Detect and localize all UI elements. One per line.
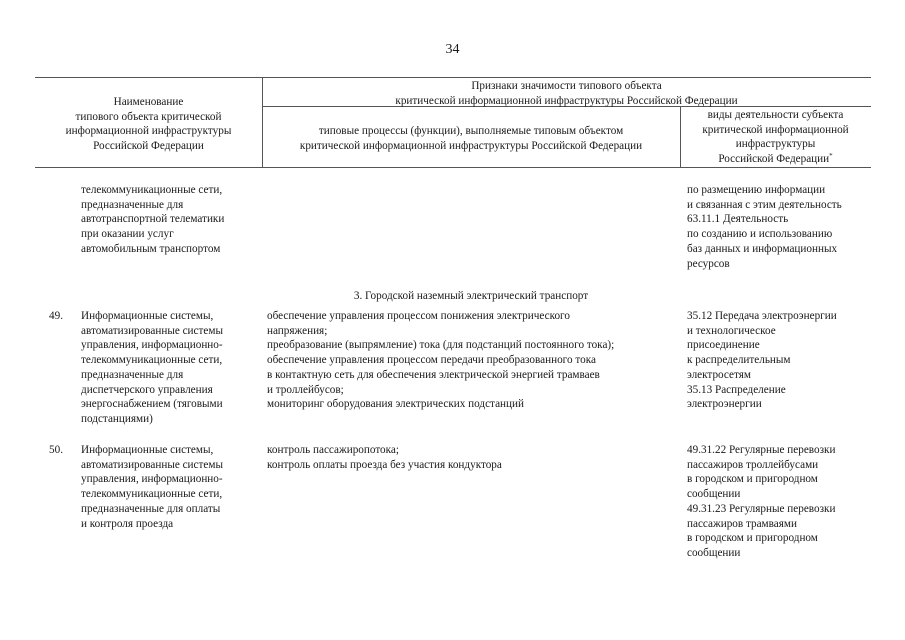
header-top-rule — [35, 77, 871, 78]
row-activities: 49.31.22 Регулярные перевозки пассажиров троллейбусами в городском и пригородном сообщении 49.31.23 Регулярные перевозки пассажиров трамваями в городском и пригородном сообщении — [687, 444, 836, 559]
header-processes-column: типовые процессы (функции), выполняемые типовым объектом критической информационной инфраструктуры Российской Федерации — [299, 125, 643, 152]
footnote-mark: * — [829, 152, 833, 161]
header-name-column: Наименование типового объекта критической информационной инфраструктуры Российской Федерации — [65, 96, 232, 153]
page-number: 34 — [445, 42, 460, 57]
row-name: Информационные системы, автоматизированные системы управления, информационно- телекоммуникационные сети, предназначенные для диспетчерского управления энергоснабжением (тяговыми подстанциями) — [81, 310, 223, 425]
row-name: Информационные системы, автоматизированные системы управления, информационно- телекоммуникационные сети, предназначенные для оплаты и контроля проезда — [81, 444, 223, 530]
row-activities: 35.12 Передача электроэнергии и технологическое присоединение к распределительным электросетям 35.13 Распределение электроэнергии — [687, 310, 837, 411]
row-processes: обеспечение управления процессом понижения электрического напряжения; преобразование (выпрямление) тока (для подстанций постоянного тока); обеспечение управления процессом передачи преобразованного тока в контактную сеть для обеспечения электрической энергией трамваев и троллейбусов; мониторинг оборудования электрических подстанций — [267, 310, 615, 411]
header-activities-column — [680, 108, 871, 167]
section-title: 3. Городской наземный электрический транспорт — [353, 290, 589, 302]
continuation-activities: по размещению информации и связанная с этим деятельность 63.11.1 Деятельность по созданию и использованию баз данных и информационных ресурсов — [687, 184, 842, 270]
continuation-name: телекоммуникационные сети, предназначенные для автотранспортной телематики при оказании услуг автомобильным транспортом — [81, 184, 225, 255]
row-number: 50. — [49, 444, 63, 456]
row-number: 49. — [49, 310, 63, 322]
header-bottom-rule — [35, 167, 871, 168]
header-activities-label: виды деятельности субъекта критической информационной инфраструктуры Российской Федерации — [702, 109, 849, 166]
header-criteria-title: Признаки значимости типового объекта критической информационной инфраструктуры Российской Федерации — [395, 80, 738, 107]
row-processes: контроль пассажиропотока; контроль оплаты проезда без участия кондуктора — [267, 444, 502, 471]
